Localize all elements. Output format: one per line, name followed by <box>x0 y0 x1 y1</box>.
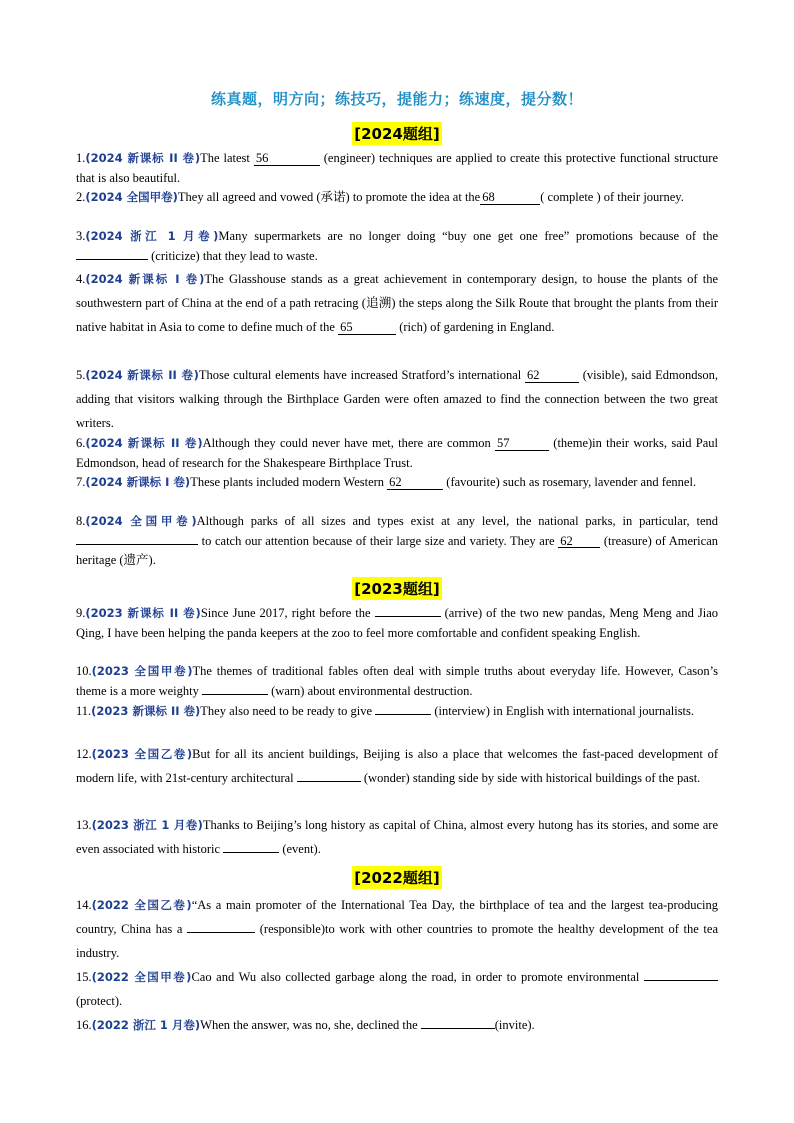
question-9: 9.(2023 新课标 II 卷)Since June 2017, right before the (arrive) of the two new pandas, Meng Meng and Jiao Qing, I have been helping the panda keepers at the zoo to feel more comfortable and confident speaking English. <box>76 606 718 640</box>
answer-blank[interactable] <box>223 852 279 853</box>
answer-blank[interactable] <box>76 259 148 260</box>
question-15: 15.(2022 全国甲卷)Cao and Wu also collected garbage along the road, in order to promote environmental (protect). <box>76 965 718 1013</box>
answer-blank[interactable]: 56 <box>254 152 320 166</box>
question-4: 4.(2024 新课标 I 卷)The Glasshouse stands as a great achievement in contemporary design, to house the plants of the southwestern part of China at the end of a path retracing (追溯) the steps along the Silk Route that brought the plants from their native habitat in Asia to come to define much of the 65 (rich) of gardening in England. <box>76 272 719 334</box>
slogan-heading: 练真题，明方向；练技巧，提能力；练速度，提分数！ <box>210 90 583 108</box>
question-7: 7.(2024 新课标 I 卷)These plants included modern Western 62 (favourite) such as rosemary, lavender and fennel. <box>76 475 697 489</box>
answer-blank[interactable]: 65 <box>338 321 396 335</box>
answer-blank[interactable]: 62 <box>558 535 600 549</box>
question-14: 14.(2022 全国乙卷)“As a main promoter of the International Tea Day, the birthplace of tea and the largest tea-producing country, China has a (responsible)to work with other countries to promote the healthy development of the tea industry. <box>76 898 718 960</box>
question-8: 8.(2024 全国甲卷)Although parks of all sizes and types exist at any level, the national parks, in particular, tend to catch our attention because of their large size and variety. They are 62 (treasure) of American heritage (遗产). <box>76 514 719 567</box>
answer-blank[interactable]: 68 <box>480 191 540 205</box>
question-5: 5.(2024 新课标 II 卷)Those cultural elements have increased Stratford’s international 62 (visible), said Edmondson, adding that visitors walking through the Birthplace Garden were often amazed to find the connection between the two great writers. <box>76 368 718 430</box>
answer-blank[interactable] <box>375 714 431 715</box>
group-heading-2023: [2023题组] <box>0 577 794 600</box>
answer-blank[interactable] <box>297 781 361 782</box>
answer-blank[interactable] <box>644 980 718 981</box>
question-16: 16.(2022 浙江 1 月卷)When the answer, was no, she, declined the (invite). <box>76 1018 535 1032</box>
answer-blank[interactable]: 62 <box>387 476 443 490</box>
question-10: 10.(2023 全国甲卷)The themes of traditional fables often deal with simple truths about everyday life. However, Cason’s theme is a more weighty (warn) about environmental destruction. <box>76 664 718 698</box>
answer-blank[interactable] <box>187 932 255 933</box>
answer-blank[interactable] <box>76 544 198 545</box>
question-13: 13.(2023 浙江 1 月卷)Thanks to Beijing’s long history as capital of China, almost every hutong has its stories, and some are even associated with historic (event). <box>76 818 719 856</box>
answer-blank[interactable] <box>375 616 441 617</box>
answer-blank[interactable] <box>202 694 268 695</box>
answer-blank[interactable] <box>421 1028 495 1029</box>
answer-blank[interactable]: 62 <box>525 369 579 383</box>
question-11: 11.(2023 新课标 II 卷)They also need to be ready to give (interview) in English with international journalists. <box>76 704 695 718</box>
question-3: 3.(2024 浙江 1 月卷)Many supermarkets are no longer doing “buy one get one free” promotions because of the (criticize) that they lead to waste. <box>76 229 718 263</box>
question-1: 1.(2024 新课标 II 卷)The latest 56 (engineer) techniques are applied to create this protective functional structure that is also beautiful. <box>76 151 718 185</box>
question-2: 2.(2024 全国甲卷)They all agreed and vowed (承诺) to promote the idea at the 68 ( complete ) of their journey. <box>76 190 684 204</box>
group-heading-2024: [2024题组] <box>0 122 794 145</box>
question-12: 12.(2023 全国乙卷)But for all its ancient buildings, Beijing is also a place that welcomes the fast-paced development of modern life, with 21st-century architectural (wonder) standing side by side with historical buildings of the past. <box>76 747 718 785</box>
group-heading-2022: [2022题组] <box>0 866 794 889</box>
answer-blank[interactable]: 57 <box>495 437 549 451</box>
question-6: 6.(2024 新课标 II 卷)Although they could never have met, there are common 57 (theme)in their works, said Paul Edmondson, head of research for the Shakespeare Birthplace Trust. <box>76 436 718 470</box>
